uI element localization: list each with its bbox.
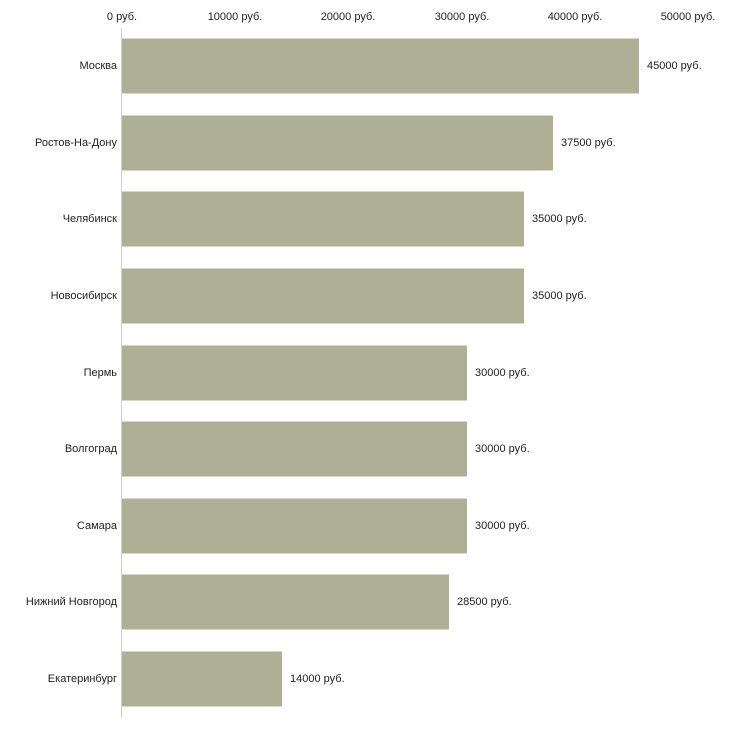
bar-value-label: 14000 руб. (290, 673, 345, 686)
category-label: Новосибирск (50, 290, 117, 303)
bar-value-label: 45000 руб. (647, 60, 702, 73)
bar (122, 39, 639, 94)
x-axis-tick-label: 20000 руб. (320, 11, 376, 23)
x-axis-tick-label: 40000 руб. (547, 11, 603, 23)
bar-value-label: 35000 руб. (532, 213, 587, 226)
bar-row (0, 564, 730, 641)
bar-value-label: 37500 руб. (561, 136, 616, 149)
category-label: Самара (76, 519, 117, 532)
x-axis-tick-label: 50000 руб. (660, 11, 716, 23)
x-axis-tick-label: 0 руб. (106, 11, 138, 23)
bar (122, 345, 467, 400)
bar-row (0, 641, 730, 718)
bar (122, 498, 467, 553)
category-label: Пермь (83, 366, 117, 379)
bar-value-label: 35000 руб. (532, 290, 587, 303)
bar (122, 652, 282, 707)
bar (122, 422, 467, 477)
plot-area (0, 28, 730, 718)
x-axis-tick-label: 10000 руб. (207, 11, 263, 23)
bar (122, 575, 449, 630)
bar-row (0, 258, 730, 335)
bar-row (0, 181, 730, 258)
category-label: Ростов-На-Дону (34, 136, 117, 149)
category-label: Москва (79, 60, 117, 73)
bar-value-label: 30000 руб. (475, 366, 530, 379)
bar-row (0, 411, 730, 488)
category-label: Волгоград (64, 443, 117, 456)
x-axis-tick-label: 30000 руб. (434, 11, 490, 23)
bar (122, 192, 524, 247)
bar-row (0, 105, 730, 182)
bar-row (0, 334, 730, 411)
bar-value-label: 30000 руб. (475, 519, 530, 532)
x-axis (0, 0, 730, 30)
bar (122, 269, 524, 324)
bar-row (0, 28, 730, 105)
bar-row (0, 488, 730, 565)
bar-value-label: 30000 руб. (475, 443, 530, 456)
category-label: Нижний Новгород (25, 596, 117, 609)
category-label: Екатеринбург (47, 673, 117, 686)
category-label: Челябинск (62, 213, 117, 226)
bar-value-label: 28500 руб. (457, 596, 512, 609)
bar (122, 115, 553, 170)
